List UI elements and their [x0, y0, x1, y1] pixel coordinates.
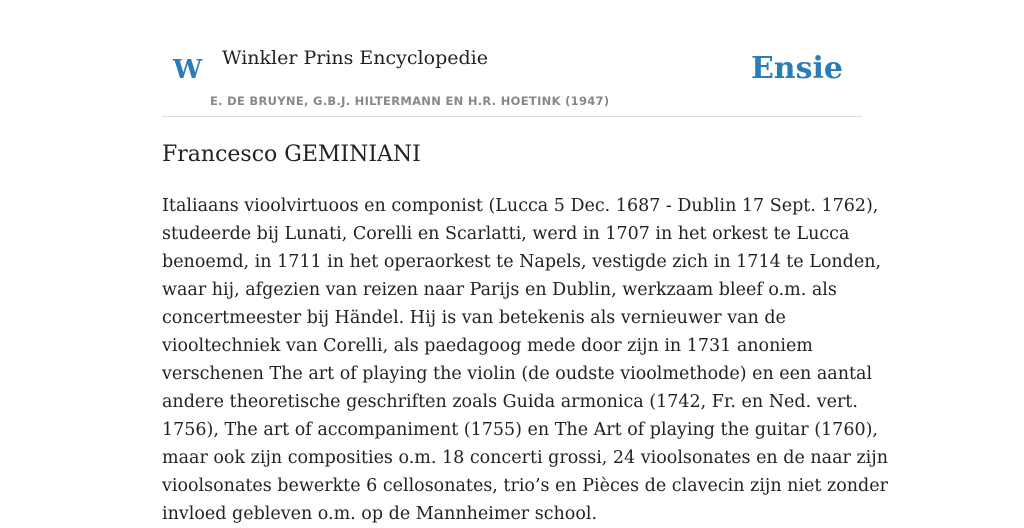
site-header	[162, 0, 862, 117]
article-line: waar hij, afgezien van reizen naar Parijs en Dublin, werkzaam bleef o.m. als	[162, 280, 837, 300]
article-line: benoemd, in 1711 in het operaorkest te Napels, vestigde zich in 1714 te Londen,	[162, 252, 882, 272]
article-line: invloed gebleven o.m. op de Mannheimer school.	[162, 504, 598, 524]
article-line: vioolsonates bewerkte 6 cellosonates, trio’s en Pièces de clavecin zijn niet zonder	[162, 476, 888, 496]
article-line: concertmeester bij Händel. Hij is van betekenis als vernieuwer van de	[162, 308, 786, 328]
article-title: Francesco GEMINIANI	[162, 142, 421, 167]
site-title[interactable]: Winkler Prins Encyclopedie	[222, 47, 488, 69]
article-line: studeerde bij Lunati, Corelli en Scarlatti, werd in 1707 in het orkest te Lucca	[162, 224, 850, 244]
article-line: andere theoretische geschriften zoals Guida armonica (1742, Fr. en Ned. vert.	[162, 392, 858, 412]
source-authors: E. DE BRUYNE, G.B.J. HILTERMANN EN H.R. HOETINK (1947)	[210, 94, 610, 108]
article-line: maar ook zijn composities o.m. 18 concerti grossi, 24 vioolsonates en de naar zijn	[162, 448, 888, 468]
article-line: verschenen The art of playing the violin (de oudste vioolmethode) en een aantal	[162, 364, 873, 384]
article-body	[162, 192, 888, 528]
winkler-prins-logo[interactable]: W	[173, 55, 203, 85]
article-line: Italiaans vioolvirtuoos en componist (Lucca 5 Dec. 1687 - Dublin 17 Sept. 1762),	[162, 196, 879, 216]
article-line: viooltechniek van Corelli, als paedagoog mede door zijn in 1731 anoniem	[162, 336, 813, 356]
article-line: 1756), The art of accompaniment (1755) en The Art of playing the guitar (1760),	[162, 420, 878, 440]
ensie-logo[interactable]: Ensie	[750, 51, 843, 86]
